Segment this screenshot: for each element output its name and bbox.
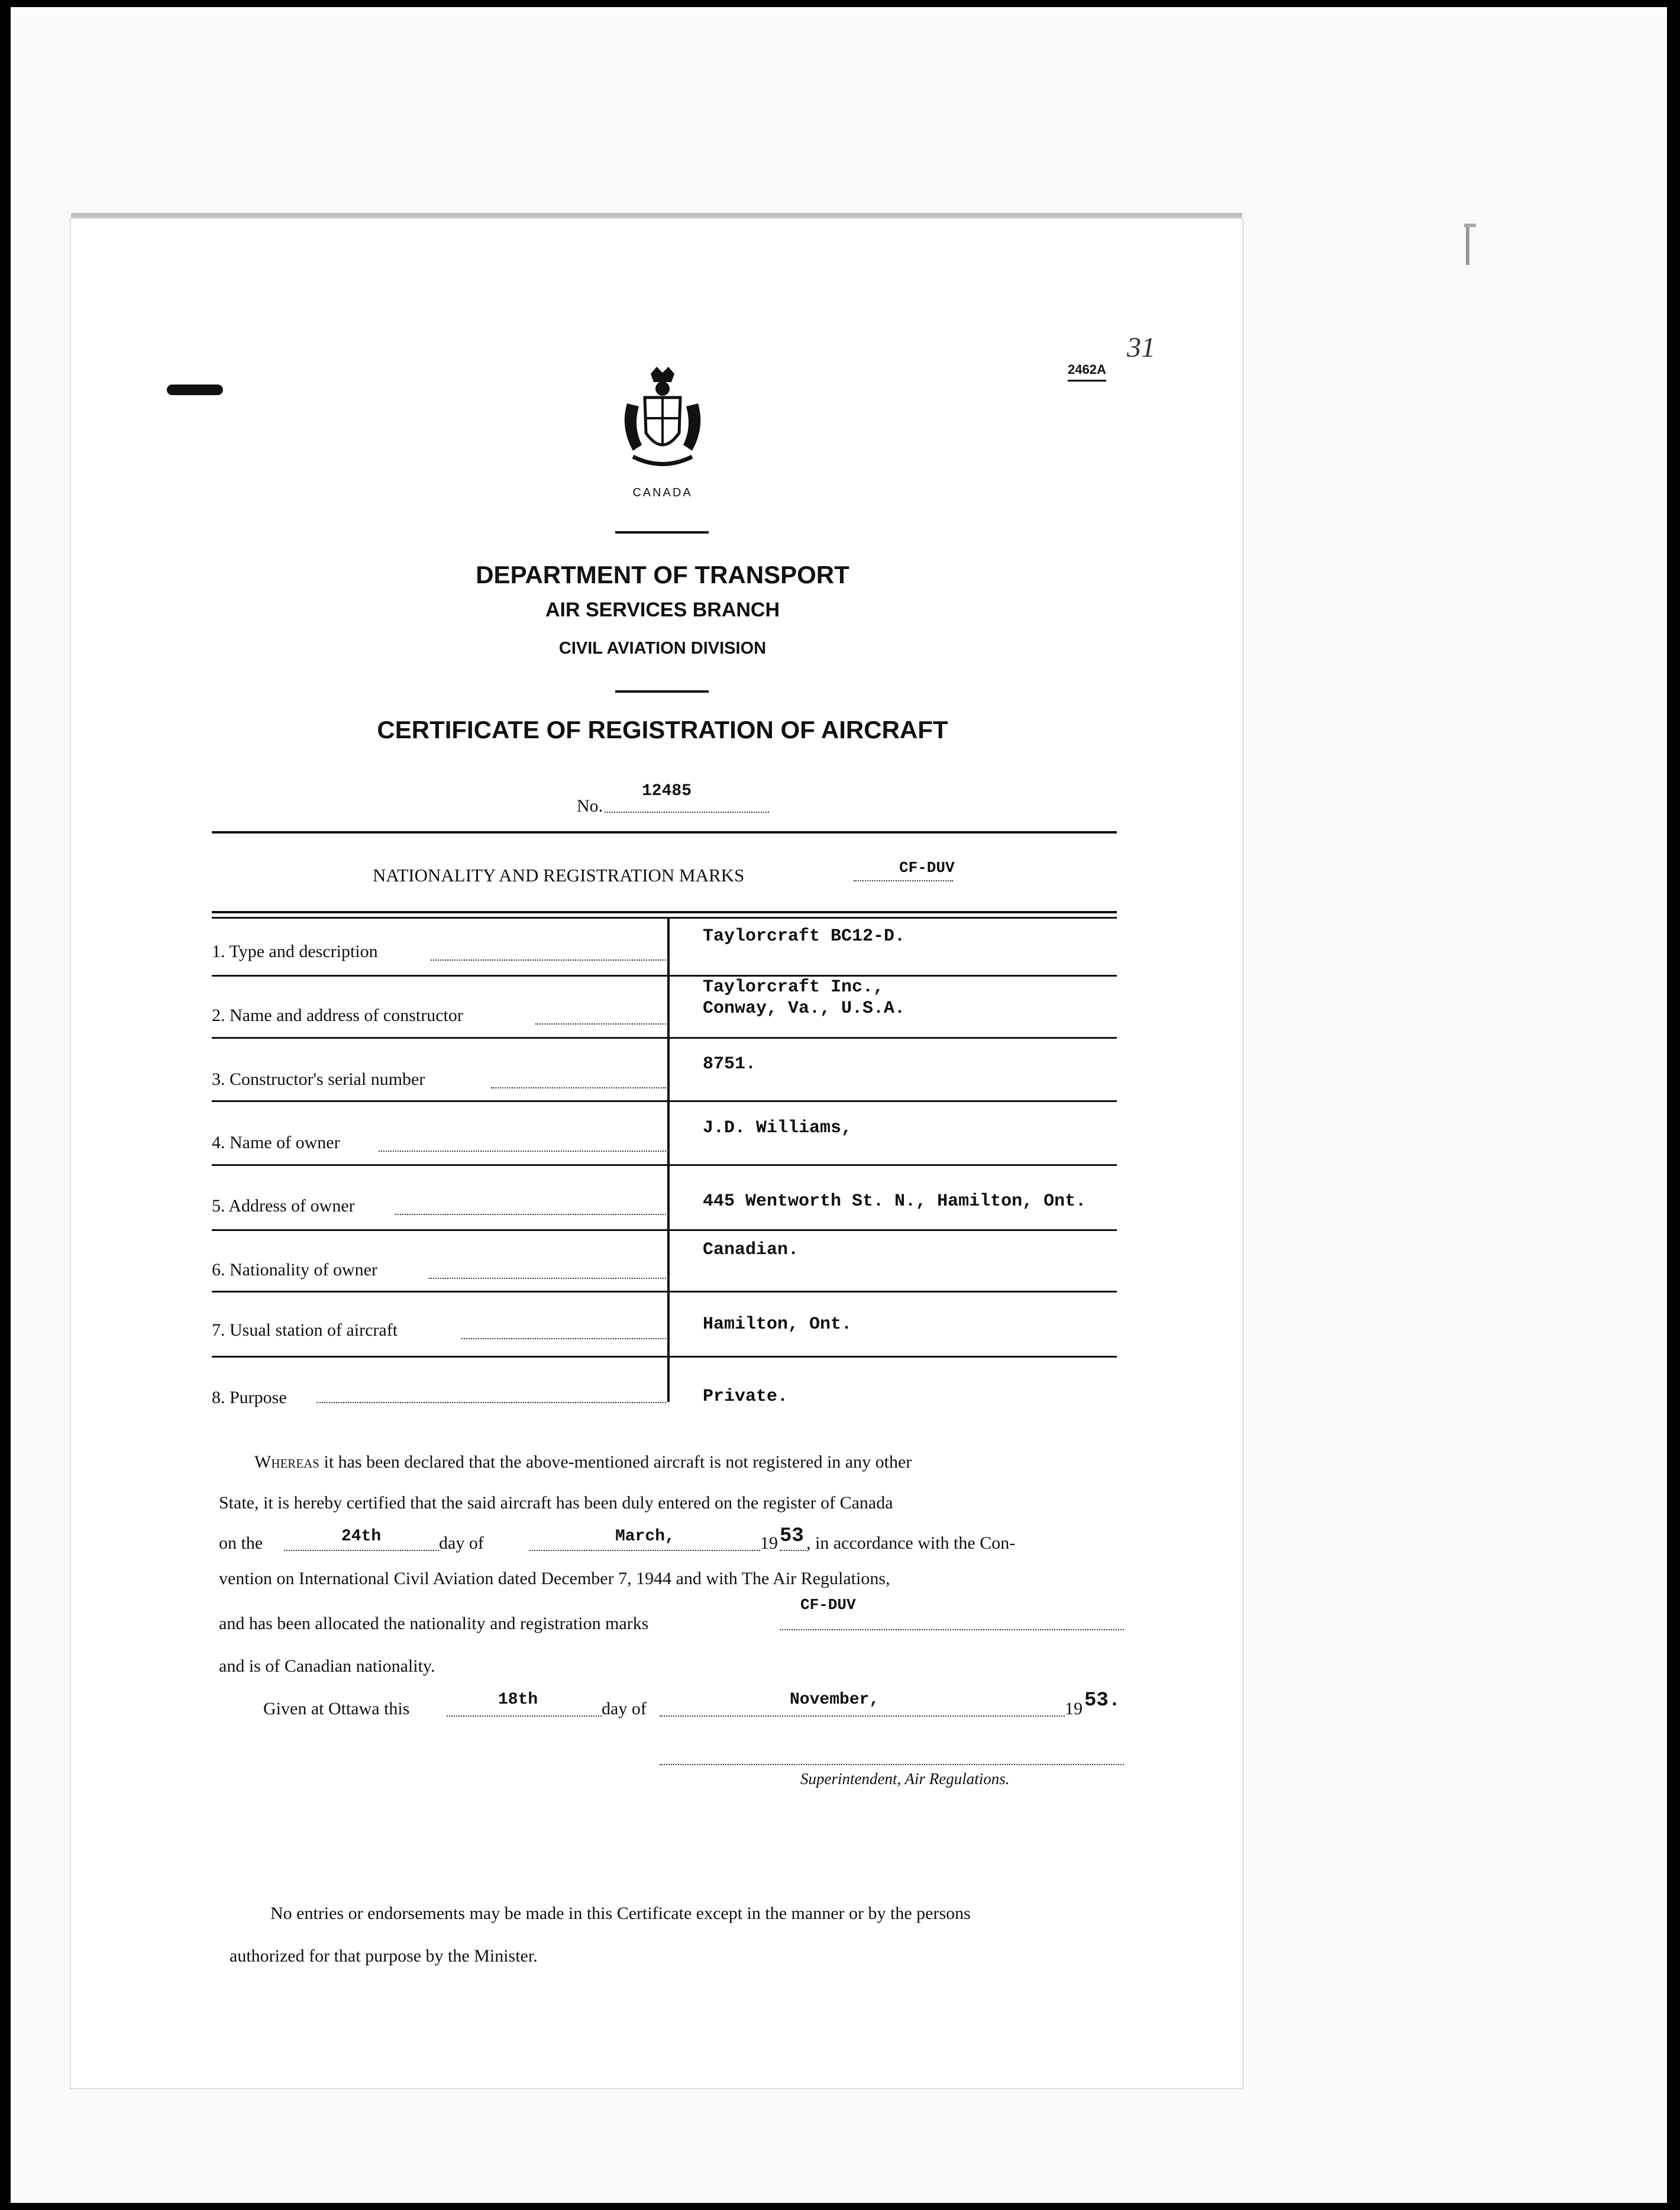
form-number: 2462A	[1068, 362, 1106, 382]
declaration-line-3-d: , in accordance with the Con-	[806, 1533, 1016, 1553]
given-month-dots	[660, 1715, 1065, 1717]
registration-day: 24th	[341, 1527, 382, 1546]
registration-marks-label: NATIONALITY AND REGISTRATION MARKS	[373, 865, 745, 886]
day-dots	[284, 1550, 439, 1551]
footer-notice-1: No entries or endorsements may be made in this Certificate except in the manner or by the persons	[270, 1904, 971, 1923]
leader-dots	[461, 1338, 666, 1339]
edge-mark	[1466, 224, 1469, 265]
given-year: 53.	[1084, 1689, 1121, 1712]
coat-of-arms-emblem	[615, 362, 710, 480]
given-day-dots	[447, 1715, 602, 1717]
whereas-lead: Whereas	[254, 1452, 319, 1472]
given-day: 18th	[498, 1691, 538, 1709]
certificate-number-dots	[605, 810, 769, 813]
row-rule	[212, 1037, 1117, 1039]
corner-mark	[1464, 224, 1476, 227]
divider	[615, 690, 709, 693]
given-month: November,	[790, 1691, 880, 1709]
row-value-owner-address: 445 Wentworth St. N., Hamilton, Ont.	[703, 1191, 1087, 1211]
declaration-line-4: vention on International Civil Aviation dated December 7, 1944 and with The Air Regulations,	[219, 1569, 890, 1588]
registration-year: 53	[780, 1525, 804, 1547]
row-rule	[212, 975, 1117, 977]
registration-month: March,	[615, 1527, 675, 1546]
given-lead: Given at Ottawa this	[263, 1699, 410, 1718]
row-rule	[212, 1229, 1117, 1231]
divider	[615, 531, 709, 534]
leader-dots	[535, 1023, 666, 1025]
leader-dots	[395, 1214, 666, 1215]
row-value-serial: 8751.	[703, 1054, 757, 1074]
rule	[212, 831, 1117, 833]
leader-dots	[429, 1278, 666, 1279]
declaration-line-3-c: 19	[760, 1533, 778, 1553]
declaration-line-6: and is of Canadian nationality.	[219, 1656, 435, 1676]
table-top-rule	[212, 917, 1117, 919]
row-value-nationality: Canadian.	[703, 1240, 799, 1260]
row-value-station: Hamilton, Ont.	[703, 1314, 852, 1335]
certificate-number-label: No.	[577, 796, 603, 816]
certificate-title: CERTIFICATE OF REGISTRATION OF AIRCRAFT	[377, 716, 948, 744]
row-value-owner-name: J.D. Williams,	[703, 1118, 852, 1138]
row-value-constructor-address: Conway, Va., U.S.A.	[703, 999, 906, 1019]
crest-caption: CANADA	[632, 486, 693, 499]
row-rule	[212, 1164, 1117, 1166]
row-label-owner-name: 4. Name of owner	[212, 1133, 340, 1152]
row-label-nationality: 6. Nationality of owner	[212, 1260, 377, 1280]
certificate-number-value: 12485	[642, 782, 692, 800]
table-top-rule	[212, 911, 1117, 913]
division-heading: CIVIL AVIATION DIVISION	[558, 639, 767, 658]
footer-notice-2: authorized for that purpose by the Minister.	[230, 1946, 538, 1966]
signature-line	[660, 1764, 1124, 1765]
row-rule	[212, 1100, 1117, 1102]
row-label-owner-address: 5. Address of owner	[212, 1196, 355, 1216]
declaration-line-5: and has been allocated the nationality and registration marks	[219, 1614, 649, 1633]
declaration-line-3-a: on the	[219, 1533, 263, 1553]
declaration-line-2: State, it is hereby certified that the said aircraft has been duly entered on the register of Canada	[219, 1493, 893, 1513]
department-heading: DEPARTMENT OF TRANSPORT	[476, 561, 849, 589]
registration-marks-value: CF-DUV	[899, 859, 955, 877]
leader-dots	[491, 1087, 666, 1088]
declaration-text: it has been declared that the above-mentioned aircraft is not registered in any other	[319, 1452, 912, 1472]
row-rule	[212, 1291, 1117, 1293]
signature-caption: Superintendent, Air Regulations.	[800, 1770, 1010, 1788]
row-value-constructor: Taylorcraft Inc.,	[703, 977, 884, 997]
marks-dots	[780, 1629, 1124, 1630]
branch-heading: AIR SERVICES BRANCH	[545, 599, 780, 621]
row-label-constructor: 2. Name and address of constructor	[212, 1006, 463, 1025]
given-mid: day of	[602, 1699, 647, 1718]
page-number: 31	[1127, 332, 1155, 363]
declaration-line-1	[254, 1452, 912, 1472]
row-label-purpose: 8. Purpose	[212, 1388, 287, 1407]
month-dots	[529, 1550, 760, 1551]
allocated-marks: CF-DUV	[800, 1596, 856, 1614]
leader-dots	[379, 1151, 666, 1152]
row-rule	[212, 1356, 1117, 1358]
row-label-station: 7. Usual station of aircraft	[212, 1320, 398, 1340]
table-column-divider	[667, 919, 670, 1402]
row-value-purpose: Private.	[703, 1387, 789, 1407]
edge-mark	[167, 385, 223, 395]
registration-marks-dots	[854, 879, 953, 881]
year-dots	[780, 1550, 806, 1551]
row-label-serial: 3. Constructor's serial number	[212, 1070, 425, 1089]
given-year-prefix: 19	[1065, 1699, 1083, 1718]
leader-dots	[316, 1402, 666, 1403]
row-value-type: Taylorcraft BC12-D.	[703, 926, 906, 946]
declaration-line-3-b: day of	[439, 1533, 484, 1553]
row-label-type: 1. Type and description	[212, 942, 378, 961]
leader-dots	[431, 959, 666, 961]
